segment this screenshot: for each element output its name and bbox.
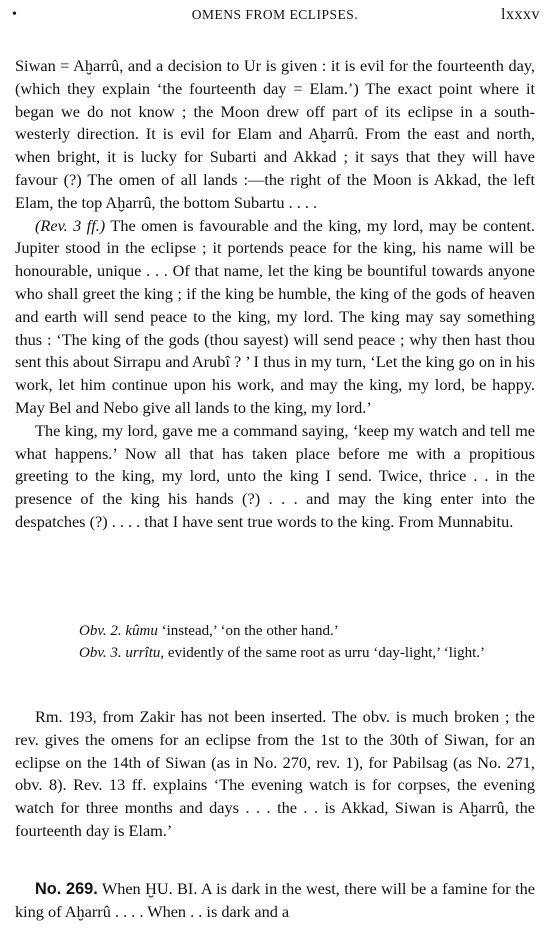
entry-number: No. 269. (35, 880, 98, 898)
paragraph-2 (15, 215, 535, 420)
paragraph-1: Siwan = Aḫarrû, and a decision to Ur is given : it is evil for the fourteenth day, (which they explain ‘the fourteenth day = Elam.’) The exact point where it began we do not know ; the Moon drew off part of its eclipse in a south-westerly direction. It is evil for Elam and Aḫarrû. From the east and north, when bright, it is lucky for Subarti and Akkad ; it says that they will have favour (?) The omen of all lands :—the right of the Moon is Akkad, the left Elam, the top Aḫarrû, the bottom Subartu . . . . (15, 56, 535, 212)
running-header (0, 2, 550, 28)
running-title: OMENS FROM ECLIPSES. (191, 7, 359, 22)
paragraph-3: The king, my lord, gave me a command saying, ‘keep my watch and tell me what happens.’ Now all that has taken place before me with a propitious greeting to the king, my lord, unto the king I send. Twice, thrice . . in the presence of the king his hands (?) . . . and may the king enter into the despatches (?) . . . . that I have sent true words to the king. From Munnabitu. (15, 420, 535, 531)
note-2-text: , evidently of the same root as urru ‘day-light,’ ‘light.’ (160, 645, 486, 661)
header-bullet: • (12, 7, 17, 22)
note-1 (15, 620, 535, 642)
entry-269-text: When ḪU. BI. A is dark in the west, there will be a famine for the king of Aḫarrû . . . . When . . is dark and a (15, 879, 535, 921)
note-2-term: urrîtu (125, 645, 161, 661)
entry-269 (15, 878, 535, 924)
commentary-paragraph: Rm. 193, from Zakir has not been inserted. The obv. is much broken ; the rev. gives the omens for an eclipse from the 1st to the 30th of Siwan, for an eclipse on the 14th of Siwan (as in No. 270, rev. 1), for Pabilsag (as No. 271, obv. 8). Rev. 13 ff. explains ‘The evening watch is for corpses, the evening watch for three months and days . . . the . . is Akkad, Siwan is Aḫarrû, the fourteenth day is Elam.’ (15, 707, 535, 840)
notes (15, 620, 535, 664)
commentary (15, 706, 535, 843)
note-2-ref: Obv. 3. (79, 645, 122, 661)
paragraph-2-text: The omen is favourable and the king, my lord, may be content. Jupiter stood in the eclipse ; it portends peace for the king, his name will be honourable, unique . . . Of that name, let the king be bountiful towards anyone who shall greet the king ; if the king be humble, the king of the gods of heaven and earth will send peace to the king, my lord. The king may say something thus : ‘The king of the gods (thou sayest) will send peace ; why then hast thou sent this about Sirrapu and Arubî ? ’ I thus in my turn, ‘Let the king go on in his work, let him continue upon his work, and may the king, my lord, be happy. May Bel and Nebo give all lands to the king, my lord.’ (15, 215, 535, 417)
reverse-reference: (Rev. 3 ff.) (35, 215, 106, 235)
note-1-text: ‘instead,’ ‘on the other hand.’ (157, 623, 339, 639)
entry-269-paragraph (15, 878, 535, 924)
note-1-ref: Obv. 2. (79, 623, 122, 639)
note-2 (15, 642, 535, 664)
main-text (15, 55, 535, 534)
page-number: lxxxv (501, 6, 540, 23)
note-1-term: kûmu (125, 623, 158, 639)
